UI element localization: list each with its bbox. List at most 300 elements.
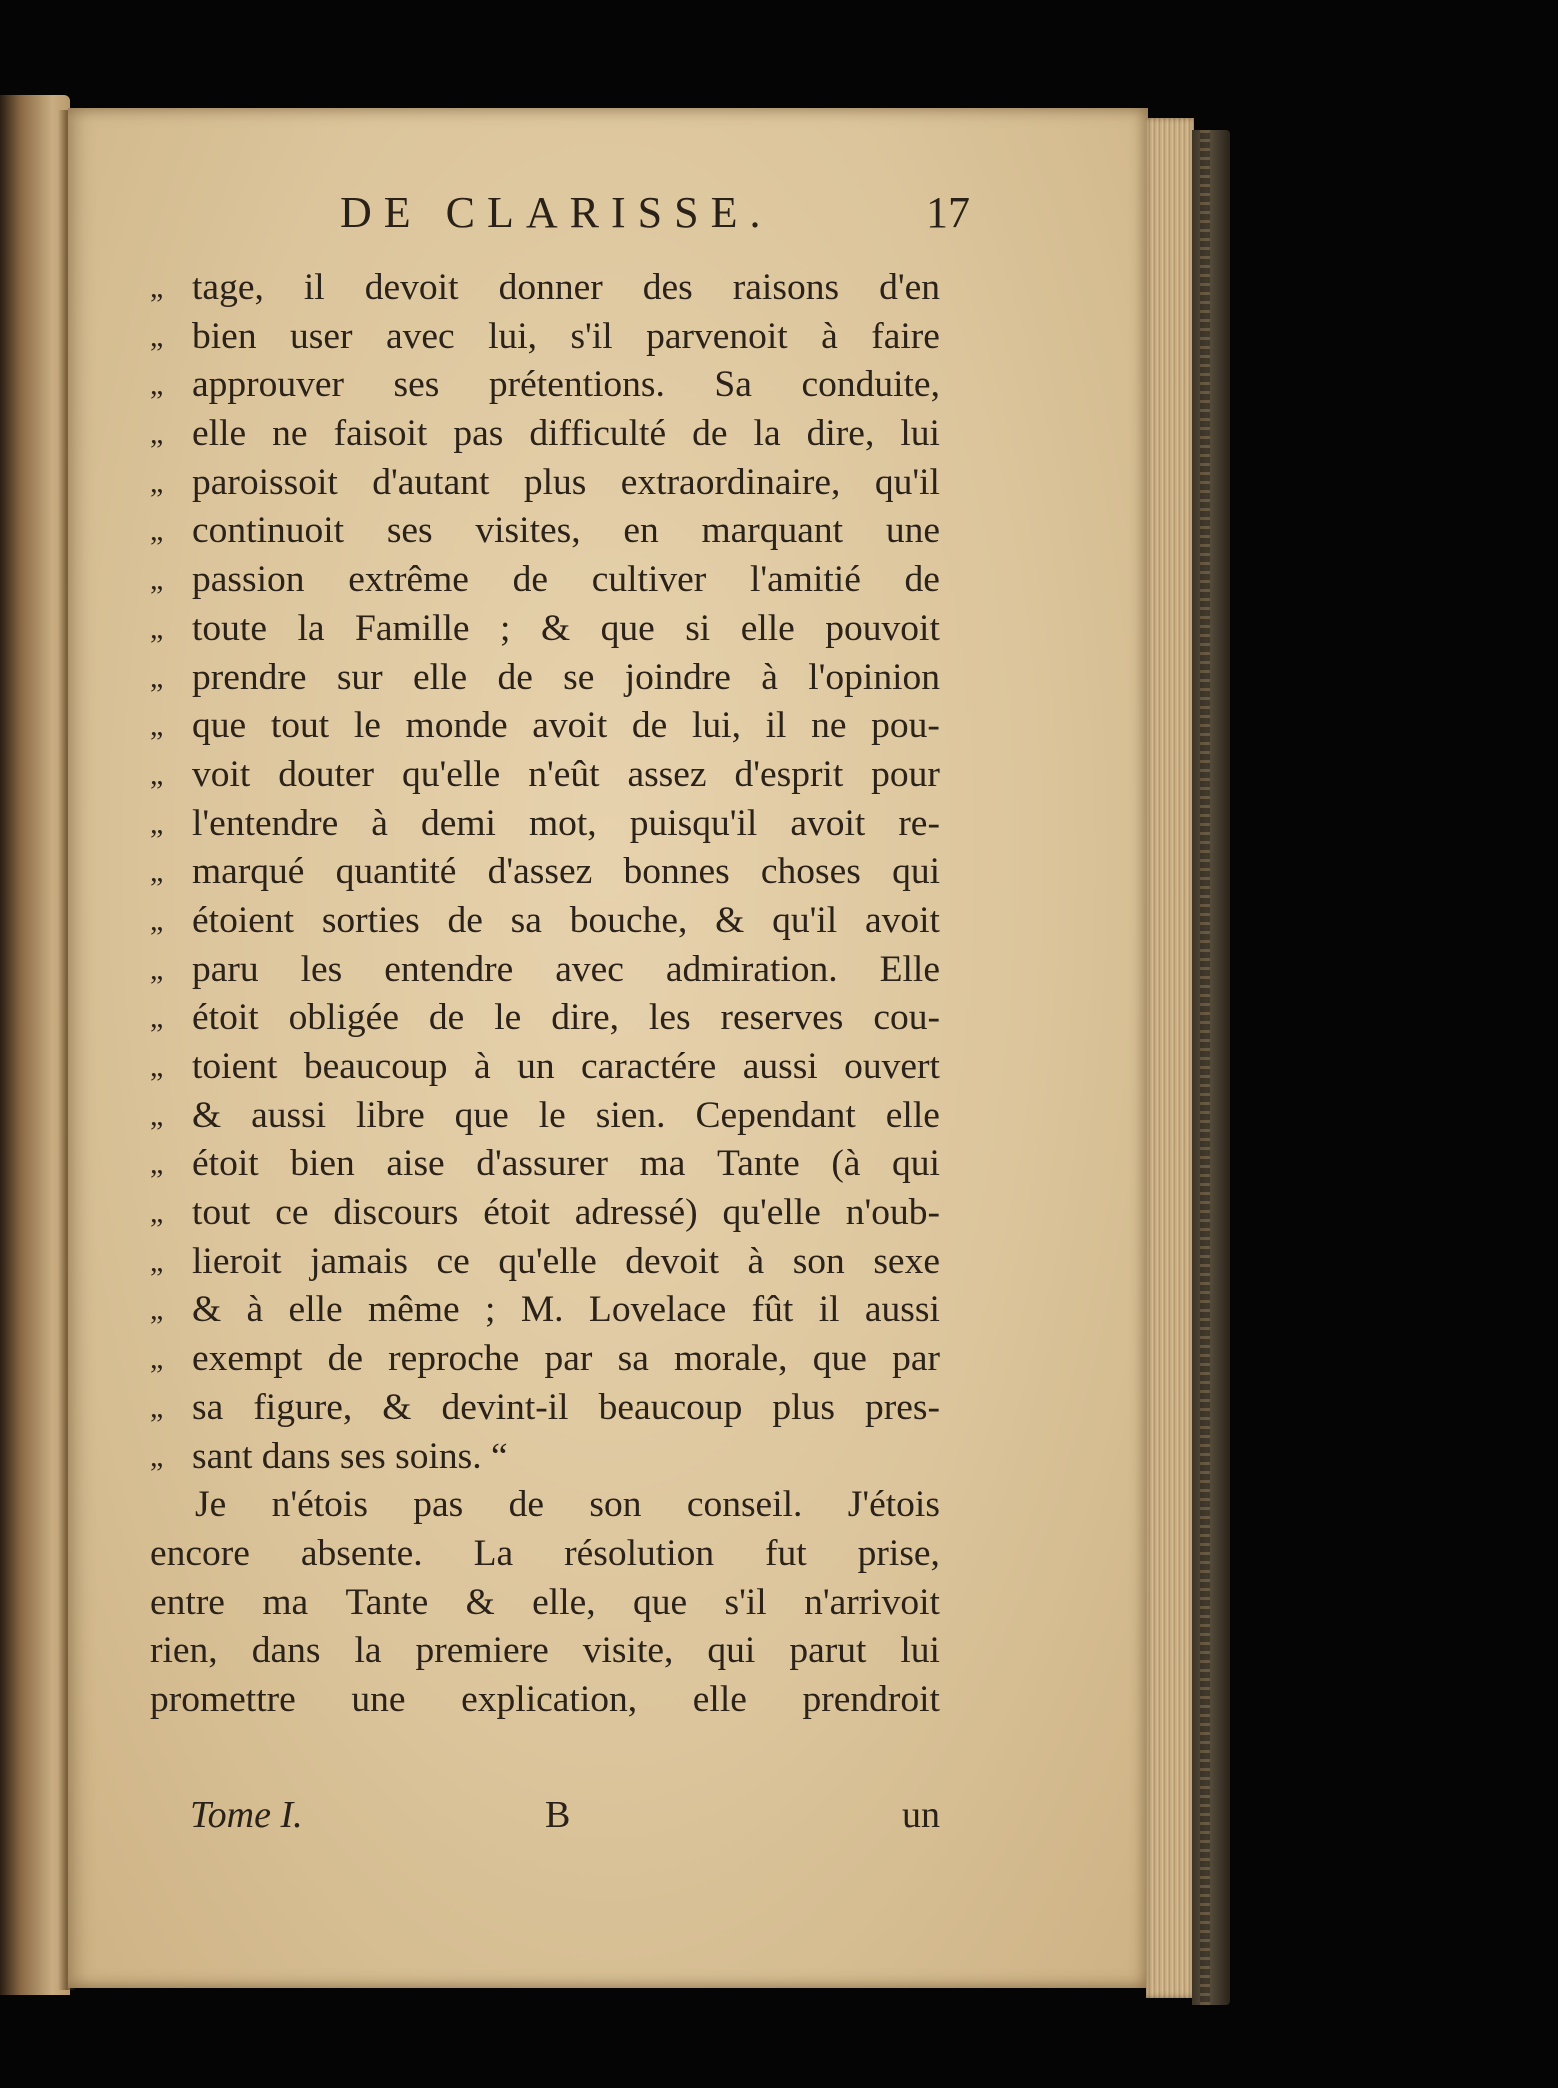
word: la	[297, 607, 325, 649]
word: bien	[290, 1143, 355, 1185]
word: par	[544, 1338, 593, 1380]
line-text	[192, 264, 940, 313]
word: sant	[192, 1435, 262, 1477]
word: aussi	[864, 1289, 940, 1331]
catchword: un	[902, 1794, 940, 1836]
line-text	[192, 313, 940, 362]
word: même	[368, 1289, 460, 1331]
word: pou-	[871, 705, 940, 747]
word: cou-	[873, 997, 940, 1039]
word: tage,	[192, 267, 264, 308]
word: sorties	[321, 899, 420, 941]
word: ;	[485, 1289, 496, 1331]
text-line	[150, 264, 940, 313]
word: l'entendre	[192, 802, 339, 844]
quotation-mark: „	[150, 563, 164, 597]
word: tout	[270, 705, 330, 747]
word: lui,	[488, 315, 538, 357]
page-edges	[1146, 118, 1194, 1998]
word: assez	[627, 753, 707, 795]
word: il	[765, 705, 787, 747]
word: figure,	[253, 1386, 353, 1428]
word: plus	[772, 1386, 835, 1428]
text-line	[150, 1481, 940, 1530]
word: prendroit	[802, 1678, 940, 1720]
word: entre	[150, 1581, 225, 1623]
word: l'amitié	[749, 559, 861, 601]
word: morale,	[674, 1338, 788, 1380]
word: bien	[192, 315, 257, 357]
word: re-	[898, 802, 940, 844]
word: que	[633, 1581, 688, 1623]
word: elle	[192, 413, 247, 455]
word: Elle	[879, 948, 940, 990]
word: qui	[892, 851, 940, 893]
word: d'assez	[487, 851, 593, 893]
word: user	[290, 315, 353, 357]
word: Tante	[716, 1143, 800, 1185]
word: encore	[150, 1532, 250, 1574]
word: M.	[520, 1289, 564, 1331]
text-line	[150, 1043, 940, 1092]
quotation-mark: „	[150, 1244, 164, 1278]
word: beaucoup	[598, 1386, 743, 1428]
word: devint-il	[441, 1386, 569, 1428]
word: cultiver	[591, 559, 707, 601]
word: aise	[386, 1143, 445, 1185]
word: monde	[405, 705, 508, 747]
word: que	[812, 1338, 867, 1380]
quotation-mark: „	[150, 1001, 164, 1035]
word: qu'elle	[722, 1192, 821, 1234]
word: les	[300, 948, 343, 990]
word: que	[600, 607, 655, 649]
word: &	[382, 1386, 412, 1428]
word: “	[491, 1435, 508, 1477]
word: devoit	[364, 267, 459, 308]
word: difficulté	[529, 413, 667, 455]
quotation-mark: „	[150, 952, 164, 986]
quotation-mark: „	[150, 806, 164, 840]
word: le	[494, 997, 522, 1039]
quotation-mark: „	[150, 1098, 164, 1132]
word: avec	[385, 315, 455, 357]
quotation-mark: „	[150, 1390, 164, 1424]
word: J'étois	[847, 1484, 940, 1526]
word: ce	[436, 1240, 470, 1282]
word: puisqu'il	[629, 802, 758, 844]
quotation-mark: „	[150, 319, 164, 353]
word: s'il	[570, 315, 613, 357]
word: qu'il	[874, 461, 940, 503]
quotation-mark: „	[150, 271, 164, 304]
word: extraordinaire,	[620, 461, 841, 503]
line-text	[192, 1189, 940, 1238]
quotation-mark: „	[150, 757, 164, 791]
quotation-mark: „	[150, 709, 164, 743]
word: rien,	[150, 1630, 218, 1672]
word: paru	[192, 948, 259, 990]
word: joindre	[624, 656, 731, 698]
text-line	[150, 1286, 940, 1335]
book-cover-edge	[1192, 130, 1230, 2005]
text-line	[150, 605, 940, 654]
word: se	[563, 656, 595, 698]
quotation-mark: „	[150, 855, 164, 889]
word: sexe	[873, 1240, 940, 1282]
text-line	[150, 800, 940, 849]
word: paroissoit	[192, 461, 338, 503]
word: conduite,	[801, 364, 940, 406]
line-text	[192, 1286, 940, 1335]
text-line	[150, 1676, 940, 1725]
word: par	[892, 1338, 940, 1380]
word: jamais	[310, 1240, 408, 1282]
word: fut	[765, 1532, 807, 1574]
word: une	[351, 1678, 406, 1720]
line-text	[192, 1092, 940, 1141]
word: le	[353, 705, 381, 747]
line-text	[192, 654, 940, 703]
word: le	[538, 1094, 566, 1136]
word: sa	[192, 1386, 224, 1428]
word: choses	[760, 851, 861, 893]
text-line	[150, 1140, 940, 1189]
text-line	[150, 702, 940, 751]
word: marquant	[701, 510, 844, 552]
quotation-mark: „	[150, 903, 164, 937]
word: avoit	[790, 802, 866, 844]
quotation-mark: „	[150, 1342, 164, 1376]
word: raisons	[732, 267, 840, 308]
word: de	[327, 1338, 363, 1380]
word: pour	[871, 753, 940, 795]
word: elle,	[532, 1581, 596, 1623]
word: de	[447, 899, 483, 941]
word: avoit	[532, 705, 608, 747]
word: &	[192, 1289, 222, 1331]
word: plus	[523, 461, 587, 503]
word: sien.	[595, 1094, 666, 1136]
word: en	[623, 510, 659, 552]
word: dire,	[806, 413, 875, 455]
word: de	[497, 656, 533, 698]
word: approuver	[192, 364, 345, 406]
text-block	[150, 264, 940, 1784]
word: la	[753, 413, 781, 455]
word: soins.	[395, 1435, 491, 1477]
text-line	[150, 1627, 940, 1676]
word: libre	[356, 1094, 425, 1136]
word: à	[761, 656, 778, 698]
word: de	[631, 705, 668, 747]
word: de	[428, 997, 465, 1039]
word: lieroit	[192, 1240, 282, 1282]
word: son	[589, 1484, 642, 1526]
word: ma	[262, 1581, 309, 1623]
word: elle	[692, 1678, 747, 1720]
word: continuoit	[192, 510, 345, 552]
word: mot,	[528, 802, 597, 844]
word: n'arrivoit	[804, 1581, 940, 1623]
word: son	[792, 1240, 845, 1282]
word: toient	[192, 1046, 278, 1087]
quotation-mark: „	[150, 368, 164, 402]
word: avoit	[864, 899, 940, 941]
line-text	[192, 1140, 940, 1189]
word: voit	[192, 753, 251, 795]
line-text	[150, 1627, 940, 1676]
word: prendre	[192, 656, 307, 698]
line-text	[192, 800, 940, 849]
word: de	[508, 1484, 545, 1526]
word: quantité	[335, 851, 457, 893]
text-line	[150, 507, 940, 556]
quotation-mark: „	[150, 1147, 164, 1181]
text-line	[150, 654, 940, 703]
running-head: DE CLARISSE.	[340, 188, 773, 237]
word: des	[642, 267, 693, 308]
word: qu'il	[772, 899, 838, 941]
text-line	[150, 361, 940, 410]
word: pres-	[864, 1386, 940, 1428]
word: ;	[500, 607, 511, 649]
word: Tante	[345, 1581, 429, 1623]
word: Je	[195, 1484, 227, 1526]
quotation-mark: „	[150, 660, 164, 694]
word: d'en	[879, 267, 940, 308]
text-line	[150, 994, 940, 1043]
line-text	[192, 1433, 940, 1482]
quotation-mark: „	[150, 465, 164, 499]
page-footer	[190, 1793, 940, 1843]
word: tout	[192, 1192, 251, 1234]
word: il	[303, 267, 325, 308]
word: à	[371, 802, 388, 844]
line-text	[195, 1481, 940, 1530]
word: &	[465, 1581, 495, 1623]
word: un	[517, 1046, 555, 1087]
word: Lovelace	[588, 1289, 727, 1331]
quotation-mark: „	[150, 1050, 164, 1083]
word: prise,	[857, 1532, 940, 1574]
word: dire,	[551, 997, 619, 1039]
word: explication,	[461, 1678, 638, 1720]
word: &	[540, 607, 571, 649]
line-text	[192, 556, 940, 605]
word: s'il	[724, 1581, 767, 1623]
text-line	[150, 410, 940, 459]
word: marqué	[192, 851, 305, 893]
word: demi	[420, 802, 496, 844]
word: sur	[336, 656, 383, 698]
word: lui	[900, 413, 940, 455]
quotation-mark: „	[150, 514, 164, 548]
word: conseil.	[686, 1484, 803, 1526]
quotation-mark: „	[150, 1196, 164, 1230]
word: adressé)	[574, 1192, 698, 1234]
word: il	[818, 1289, 840, 1331]
word: qu'elle	[401, 753, 501, 795]
word: étoit	[483, 1192, 550, 1234]
word: extrême	[348, 559, 469, 601]
text-line	[150, 459, 940, 508]
word: promettre	[150, 1678, 296, 1720]
word: n'oub-	[845, 1192, 940, 1234]
quotation-mark: „	[150, 1439, 164, 1473]
word: douter	[278, 753, 375, 795]
word: dans	[261, 1435, 340, 1477]
word: parvenoit	[646, 315, 788, 357]
word: de	[512, 559, 549, 601]
word: visite,	[582, 1630, 674, 1672]
word: d'assurer	[476, 1143, 608, 1185]
quotation-mark: „	[150, 417, 164, 451]
line-text	[192, 1335, 940, 1384]
word: à	[473, 1046, 491, 1087]
word: caractére	[581, 1046, 717, 1087]
word: ma	[639, 1143, 686, 1185]
word: reserves	[720, 997, 844, 1039]
text-line	[150, 1433, 940, 1482]
word: La	[473, 1532, 514, 1574]
line-text	[192, 361, 940, 410]
word: parut	[789, 1630, 867, 1672]
word: de	[692, 413, 728, 455]
word: &	[715, 899, 745, 941]
word: entendre	[384, 948, 514, 990]
word: d'autant	[372, 461, 490, 503]
word: premiere	[415, 1630, 549, 1672]
word: elle	[740, 607, 795, 649]
word: visites,	[475, 510, 581, 552]
word: sa	[510, 899, 542, 941]
word: &	[192, 1094, 222, 1136]
word: discours	[333, 1192, 459, 1234]
line-text	[192, 702, 940, 751]
word: absente.	[300, 1532, 423, 1574]
line-text	[192, 946, 940, 995]
line-text	[192, 994, 940, 1043]
word: pas	[453, 413, 504, 455]
text-line	[150, 1335, 940, 1384]
word: Cependant	[695, 1094, 856, 1136]
word: ne	[811, 705, 847, 747]
signature-mark: B	[545, 1794, 571, 1836]
text-line	[150, 1238, 940, 1287]
word: Sa	[714, 364, 752, 406]
word: beaucoup	[303, 1046, 448, 1087]
word: toute	[192, 607, 267, 649]
word: ses	[386, 510, 433, 552]
word: si	[685, 607, 711, 649]
text-line	[150, 1530, 940, 1579]
word: dans	[251, 1630, 321, 1672]
line-text	[192, 507, 940, 556]
word: n'étois	[271, 1484, 368, 1526]
word: lui,	[691, 705, 741, 747]
line-text	[192, 605, 940, 654]
word: de	[904, 559, 940, 601]
text-line	[150, 556, 940, 605]
text-line	[150, 1189, 940, 1238]
word: étoit	[192, 997, 259, 1039]
word: ouvert	[844, 1046, 940, 1087]
word: qui	[707, 1630, 756, 1672]
word: l'opinion	[808, 656, 940, 698]
quotation-mark: „	[150, 1293, 164, 1327]
word: résolution	[564, 1532, 715, 1574]
word: donner	[498, 267, 603, 308]
word: les	[648, 997, 691, 1039]
word: qu'elle	[498, 1240, 597, 1282]
quotation-mark: „	[150, 611, 164, 645]
text-line	[150, 848, 940, 897]
word: pas	[413, 1484, 464, 1526]
volume-label: Tome I.	[190, 1794, 303, 1836]
word: aussi	[742, 1046, 818, 1087]
word: ses	[339, 1435, 396, 1477]
word: avec	[555, 948, 624, 990]
word: la	[354, 1630, 382, 1672]
word: Famille	[355, 607, 470, 649]
word: sa	[617, 1338, 649, 1380]
word: obligée	[288, 997, 399, 1039]
word: passion	[192, 559, 305, 601]
word: faire	[871, 315, 940, 357]
word: ne	[272, 413, 308, 455]
word: bonnes	[623, 851, 730, 893]
word: étoient	[192, 899, 295, 941]
word: aussi	[251, 1094, 327, 1136]
word: elle	[885, 1094, 940, 1136]
word: n'eût	[528, 753, 600, 795]
text-line	[150, 313, 940, 362]
word: ses	[393, 364, 440, 406]
line-text	[150, 1530, 940, 1579]
text-line	[150, 1092, 940, 1141]
text-line	[150, 751, 940, 800]
word: elle	[288, 1289, 343, 1331]
line-text	[192, 848, 940, 897]
line-text	[192, 897, 940, 946]
line-text	[192, 410, 940, 459]
line-text	[192, 1384, 940, 1433]
line-text	[150, 1676, 940, 1725]
line-text	[150, 1579, 940, 1628]
word: d'esprit	[734, 753, 844, 795]
word: étoit	[192, 1143, 259, 1185]
word: fût	[751, 1289, 794, 1331]
word: lui	[900, 1630, 940, 1672]
text-line	[150, 1384, 940, 1433]
word: ce	[275, 1192, 309, 1234]
line-text	[192, 1238, 940, 1287]
word: (à	[831, 1143, 861, 1185]
word: à	[821, 315, 838, 357]
text-line	[150, 897, 940, 946]
word: reproche	[388, 1338, 520, 1380]
word: que	[192, 705, 247, 747]
word: qui	[892, 1143, 940, 1185]
line-text	[192, 459, 940, 508]
text-line	[150, 1579, 940, 1628]
word: elle	[412, 656, 468, 698]
word: bouche,	[569, 899, 688, 941]
text-line	[150, 946, 940, 995]
word: prétentions.	[488, 364, 665, 406]
page-number: 17	[926, 188, 970, 237]
